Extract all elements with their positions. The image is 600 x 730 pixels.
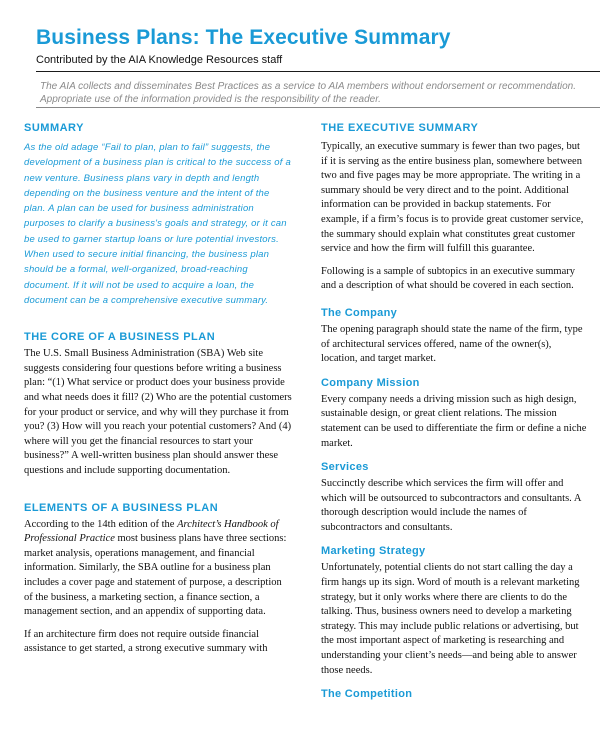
page-title: Business Plans: The Executive Summary bbox=[36, 26, 451, 49]
core-text: The U.S. Small Business Administration (SBA) Web site suggests considering four questions before writing a business plan: “(1) What service or product does your business provide and what needs does it fill? (2) Who are the potential customers for your product or service, and why will they purchase it from you? (3) How will you reach your potential customers? And (4) where will you get the financial resources to start your business?” A well-written business plan should answer these questions and include supporting documentation. bbox=[24, 348, 292, 477]
mission-text: Every company needs a driving mission such as high design, sustainable design, or great client relations. The mission statement can be used to differentiate the firm or define a niche market. bbox=[321, 393, 587, 449]
summary-heading: SUMMARY bbox=[24, 122, 84, 134]
services-text: Succinctly describe which services the firm will offer and which will be outsourced to subcontractors and consultants. A thorough description would include the names of subcontractors and consultants. bbox=[321, 478, 581, 533]
exec-summary-text-2: Following is a sample of subtopics in an executive summary and a description of what should be covered in each section. bbox=[321, 265, 575, 292]
mission-heading: Company Mission bbox=[321, 376, 420, 389]
services-heading: Services bbox=[321, 461, 369, 474]
marketing-heading: Marketing Strategy bbox=[321, 545, 426, 558]
byline: Contributed by the AIA Knowledge Resources staff bbox=[36, 54, 283, 66]
core-heading: THE CORE OF A BUSINESS PLAN bbox=[24, 331, 216, 344]
disclaimer-line-2: Appropriate use of the information provided is the responsibility of the reader. bbox=[40, 94, 381, 105]
exec-summary-heading: THE EXECUTIVE SUMMARY bbox=[321, 122, 479, 134]
right-column bbox=[321, 122, 587, 701]
company-heading: The Company bbox=[321, 306, 398, 319]
disclaimer-divider bbox=[36, 107, 600, 108]
disclaimer-line-1: The AIA collects and disseminates Best Practices as a service to AIA members without endorsement or recommendation. bbox=[40, 81, 576, 92]
elements-text bbox=[24, 518, 292, 620]
header-divider bbox=[36, 71, 600, 72]
marketing-text: Unfortunately, potential clients do not start calling the day a firm hangs up its sign. Word of mouth is a relevant marketing strategy, but it only works where there are clients to do the talking. Thus, business owners need to develop a marketing strategy. This may include public relations or advertising, but the most important aspect of marketing is researching and understanding your client’s needs—and being able to answer those needs. bbox=[321, 562, 580, 676]
elements-text-a: According to the 14th edition of the bbox=[24, 518, 178, 530]
handbook-title: Architect’s Handbook of Professional Practice bbox=[24, 518, 279, 545]
disclaimer bbox=[40, 80, 600, 106]
left-column bbox=[24, 122, 292, 657]
competition-heading: The Competition bbox=[321, 688, 413, 701]
exec-summary-text-1: Typically, an executive summary is fewer than two pages, but if it is serving as the entire business plan, somewhere between two and five pages may be more appropriate. The writing in a summary should be very direct and to the point. Additional information can be provided in backup statements. For example, if a firm’s focus is to provide great customer service, the summary should explain what constitutes great customer service and how the firm will fulfill this guarantee. bbox=[321, 141, 584, 255]
company-text: The opening paragraph should state the name of the firm, type of architectural services offered, name of the owner(s), location, and target market. bbox=[321, 323, 583, 365]
elements-heading: ELEMENTS OF A BUSINESS PLAN bbox=[24, 501, 219, 514]
elements-text-b: most business plans have three sections: market analysis, operations management, and financial information. Similarly, the SBA outline for a business plan includes a cover page and statement of purpose, a description of the business, a marketing section, a finance section, a management section, and an appendix of supporting data. bbox=[24, 533, 287, 618]
summary-text: As the old adage “Fail to plan, plan to fail” suggests, the development of a business plan is critical to the success of a new venture. Business plans vary in depth and length depending on the business venture and the intent of the plan. A plan can be used for business administration purposes to clarify a business's goals and strategy, or it can be used to garner startup loans or lure potential investors. When used to secure initial financing, the business plan should be a formal, well-organized, broad-reaching document. If it will not be used to acquire a loan, the document can be a comprehensive executive summary. bbox=[24, 142, 291, 306]
elements-text-2: If an architecture firm does not require outside financial assistance to get started, a strong executive summary with bbox=[24, 628, 268, 655]
